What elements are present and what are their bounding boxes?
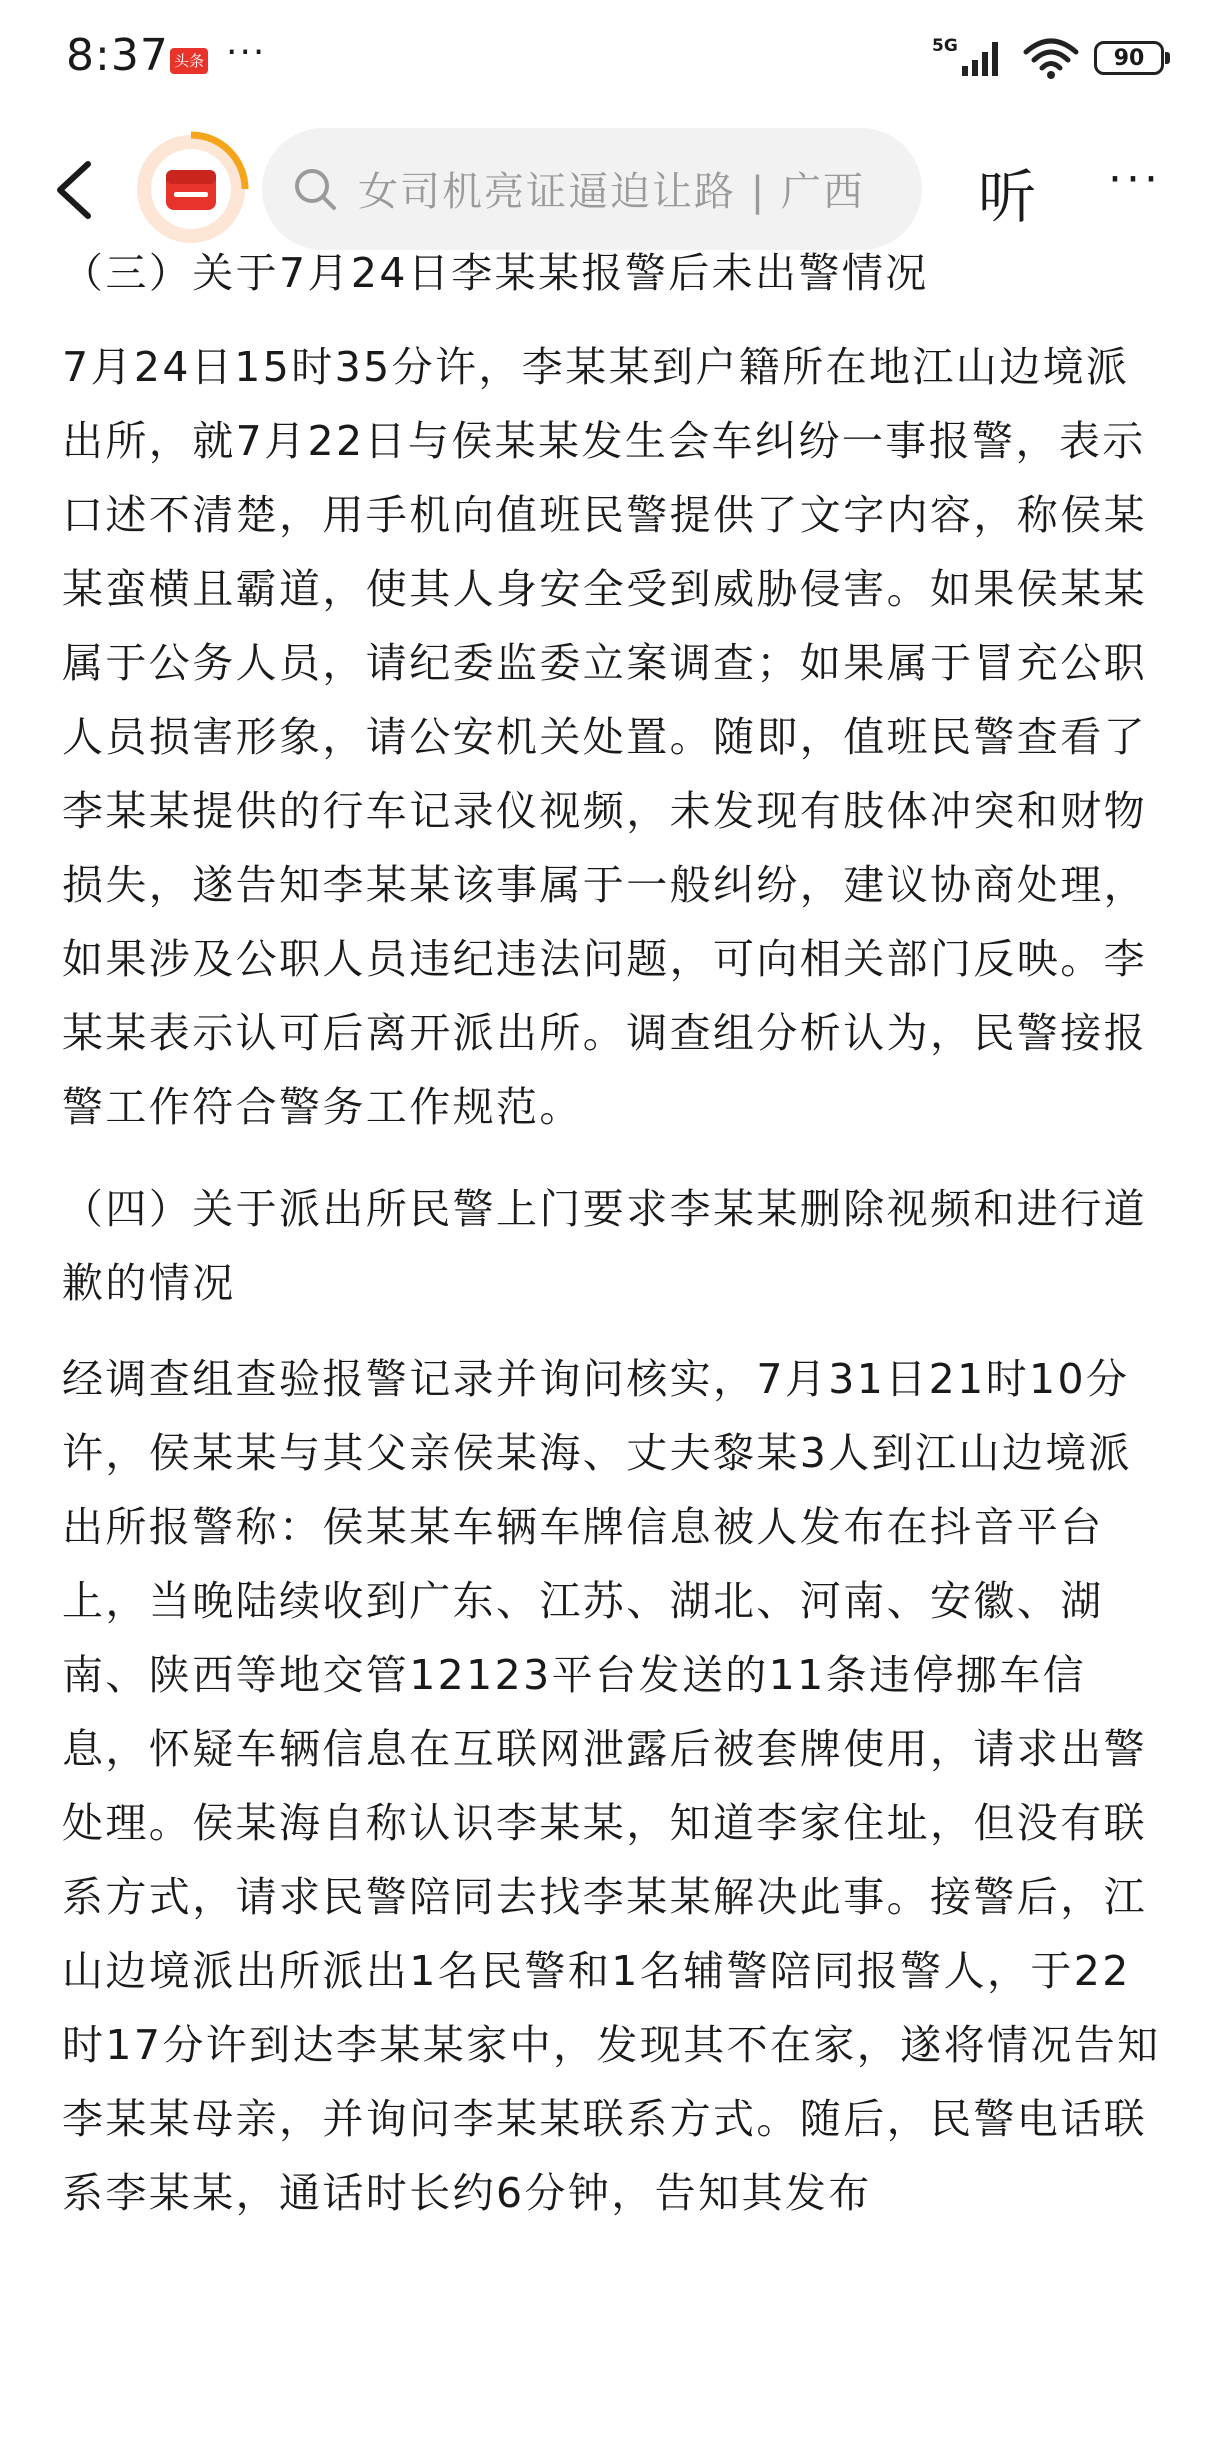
status-time: 8:37 [66,30,169,81]
toutiao-notification-icon: 头条 [170,48,208,74]
search-suggestion-text: 女司机亮证逼迫让路 | 广西 [358,169,865,215]
more-options-button[interactable]: ··· [1108,154,1162,205]
search-icon [292,166,338,212]
status-bar [0,0,1220,120]
section-heading: （三）关于7月24日李某某报警后未出警情况 [62,249,929,297]
cellular-signal-icon [932,36,1008,80]
search-bar[interactable] [262,128,922,250]
wifi-icon [1022,36,1080,80]
network-type-label: 5G [932,36,958,56]
battery-icon [1094,41,1164,75]
toutiao-logo-icon [132,130,250,248]
chevron-left-icon [40,150,110,230]
article-body [0,236,1220,2441]
toutiao-logo-button[interactable] [132,130,250,248]
back-button[interactable] [40,150,110,230]
article-content [62,236,1172,2230]
section-heading: （四）关于派出所民警上门要求李某某删除视频和进行道歉的情况 [62,1185,1147,1307]
article-paragraph: 经调查组查验报警记录并询问核实，7月31日21时10分许，侯某某与其父亲侯某海、丈夫黎某3人到江山边境派出所报警称：侯某某车辆车牌信息被人发布在抖音平台上，当晚陆续收到广东、江苏、湖北、河南、安徽、湖南、陕西等地交管12123平台发送的11条违停挪车信息，怀疑车辆信息在互联网泄露后被套牌使用，请求出警处理。侯某海自称认识李某某，知道李家住址，但没有联系方式，请求民警陪同去找李某某解决此事。接警后，江山边境派出所派出1名民警和1名辅警陪同报警人，于22时17分许到达李某某家中，发现其不在家，遂将情况告知李某某母亲，并询问李某某联系方式。随后，民警电话联系李某某，通话时长约6分钟，告知其发布 [62,1355,1161,2217]
article-paragraph: 7月24日15时35分许，李某某到户籍所在地江山边境派出所，就7月22日与侯某某发生会车纠纷一事报警，表示口述不清楚，用手机向值班民警提供了文字内容，称侯某某蛮横且霸道，使其人身安全受到威胁侵害。如果侯某某属于公务人员，请纪委监委立案调查；如果属于冒充公职人员损害形象，请公安机关处置。随即，值班民警查看了李某某提供的行车记录仪视频，未发现有肢体冲突和财物损失，遂告知李某某该事属于一般纠纷，建议协商处理，如果涉及公职人员违纪违法问题，可向相关部门反映。李某某表示认可后离开派出所。调查组分析认为，民警接报警工作符合警务工作规范。 [62,343,1147,1131]
battery-level: 90 [1113,45,1145,71]
listen-button[interactable]: 听 [978,163,1037,231]
status-indicators [932,36,1164,80]
status-more-indicator: ··· [226,32,267,73]
